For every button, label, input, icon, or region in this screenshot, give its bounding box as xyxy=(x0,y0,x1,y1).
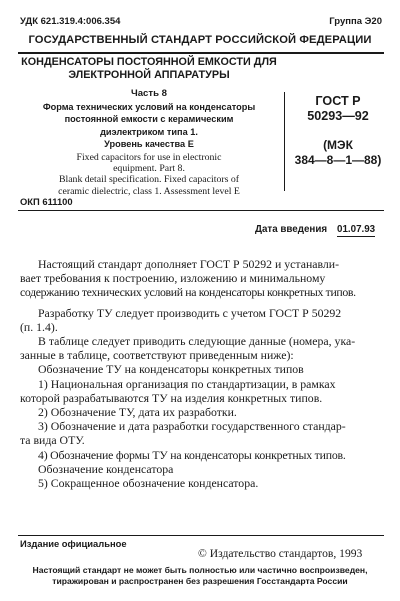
body-line: (п. 1.4). xyxy=(20,319,58,334)
copyright-notice: © Издательство стандартов, 1993 xyxy=(198,547,363,560)
body-line: 2) Обозначение ТУ, дата их разработки. xyxy=(38,405,237,420)
title-line: ЭЛЕКТРОННОЙ АППАРАТУРЫ xyxy=(68,68,230,81)
notice-line: тиражирован и распространен без разрешения Госстандарта России xyxy=(52,576,348,586)
body-line: которой разрабатываются ТУ на изделия конкретных типов. xyxy=(20,390,323,405)
iec-line: 384—8—1—88) xyxy=(294,153,382,168)
udk-code: УДК 621.319.4:006.354 xyxy=(20,16,121,27)
intro-date-value: 01.07.93 xyxy=(337,224,376,235)
official-edition-label: Издание официальное xyxy=(20,538,127,549)
english-line: Fixed capacitors for use in electronic xyxy=(76,152,222,163)
footer-rule xyxy=(18,535,384,536)
title-block-bottom-rule xyxy=(18,210,384,211)
okp-code: ОКП 611100 xyxy=(20,196,73,207)
gost-line: ГОСТ Р xyxy=(315,94,361,108)
body-line: занные в таблице, соответствуют приведенным ниже): xyxy=(20,348,294,363)
iec-designation xyxy=(290,138,386,169)
english-line: equipment. Part 8. xyxy=(113,163,185,175)
standard-body xyxy=(20,257,386,490)
gost-line: 50293—92 xyxy=(307,109,369,124)
part-number: Часть 8 xyxy=(130,88,167,99)
state-standard-banner: ГОСУДАРСТВЕННЫЙ СТАНДАРТ РОССИЙСКОЙ ФЕДЕРАЦИИ xyxy=(28,34,372,46)
body-line: Обозначение конденсатора xyxy=(38,461,174,476)
title-block-divider xyxy=(284,92,285,191)
english-line: Blank detail specification. Fixed capacitors of xyxy=(58,174,240,186)
reproduction-notice xyxy=(0,565,400,587)
body-line: 4) Обозначение формы ТУ на конденсаторы конкретных типов. xyxy=(38,447,346,462)
english-line: ceramic dielectric, class 1. Assessment level E xyxy=(58,185,240,197)
standard-title xyxy=(18,56,280,82)
iec-line: (МЭК xyxy=(323,138,353,152)
body-line: Разработку ТУ следует производить с учетом ГОСТ Р 50292 xyxy=(38,305,342,320)
subtitle-line: постоянной емкости с керамическим xyxy=(64,114,234,125)
body-line: 3) Обозначение и дата разработки государственного стандар- xyxy=(38,419,346,434)
body-line: та вида ОТУ. xyxy=(20,433,85,448)
body-line: 1) Национальная организация по стандартизации, в рамках xyxy=(38,376,336,391)
body-line: содержанию технических условий на конденсаторы конкретных типов. xyxy=(20,285,356,300)
title-line: КОНДЕНСАТОРЫ ПОСТОЯННОЙ ЕМКОСТИ ДЛЯ xyxy=(21,56,277,68)
top-rule xyxy=(18,52,384,54)
body-line: Настоящий стандарт дополняет ГОСТ Р 50292 и устанавли- xyxy=(38,257,340,271)
body-line: 5) Сокращенное обозначение конденсатора. xyxy=(38,476,259,491)
intro-date-label: Дата введения xyxy=(255,224,328,235)
notice-line: Настоящий стандарт не может быть полностью или частично воспроизведен, xyxy=(32,565,368,575)
subtitle-line: Форма технических условий на конденсаторы xyxy=(42,102,256,112)
gost-designation xyxy=(290,94,386,125)
subtitle-line: диэлектриком типа 1. xyxy=(100,126,198,137)
body-line: вает требования к построению, изложению и минимальному xyxy=(20,271,326,286)
subtitle-line: Уровень качества E xyxy=(104,139,194,150)
standard-subtitle xyxy=(18,101,280,151)
body-line: Обозначение ТУ на конденсаторы конкретных типов xyxy=(38,362,304,377)
group-code: Группа Э20 xyxy=(329,16,382,27)
body-line: В таблице следует приводить следующие данные (номера, ука- xyxy=(38,334,356,349)
english-title xyxy=(18,152,280,197)
